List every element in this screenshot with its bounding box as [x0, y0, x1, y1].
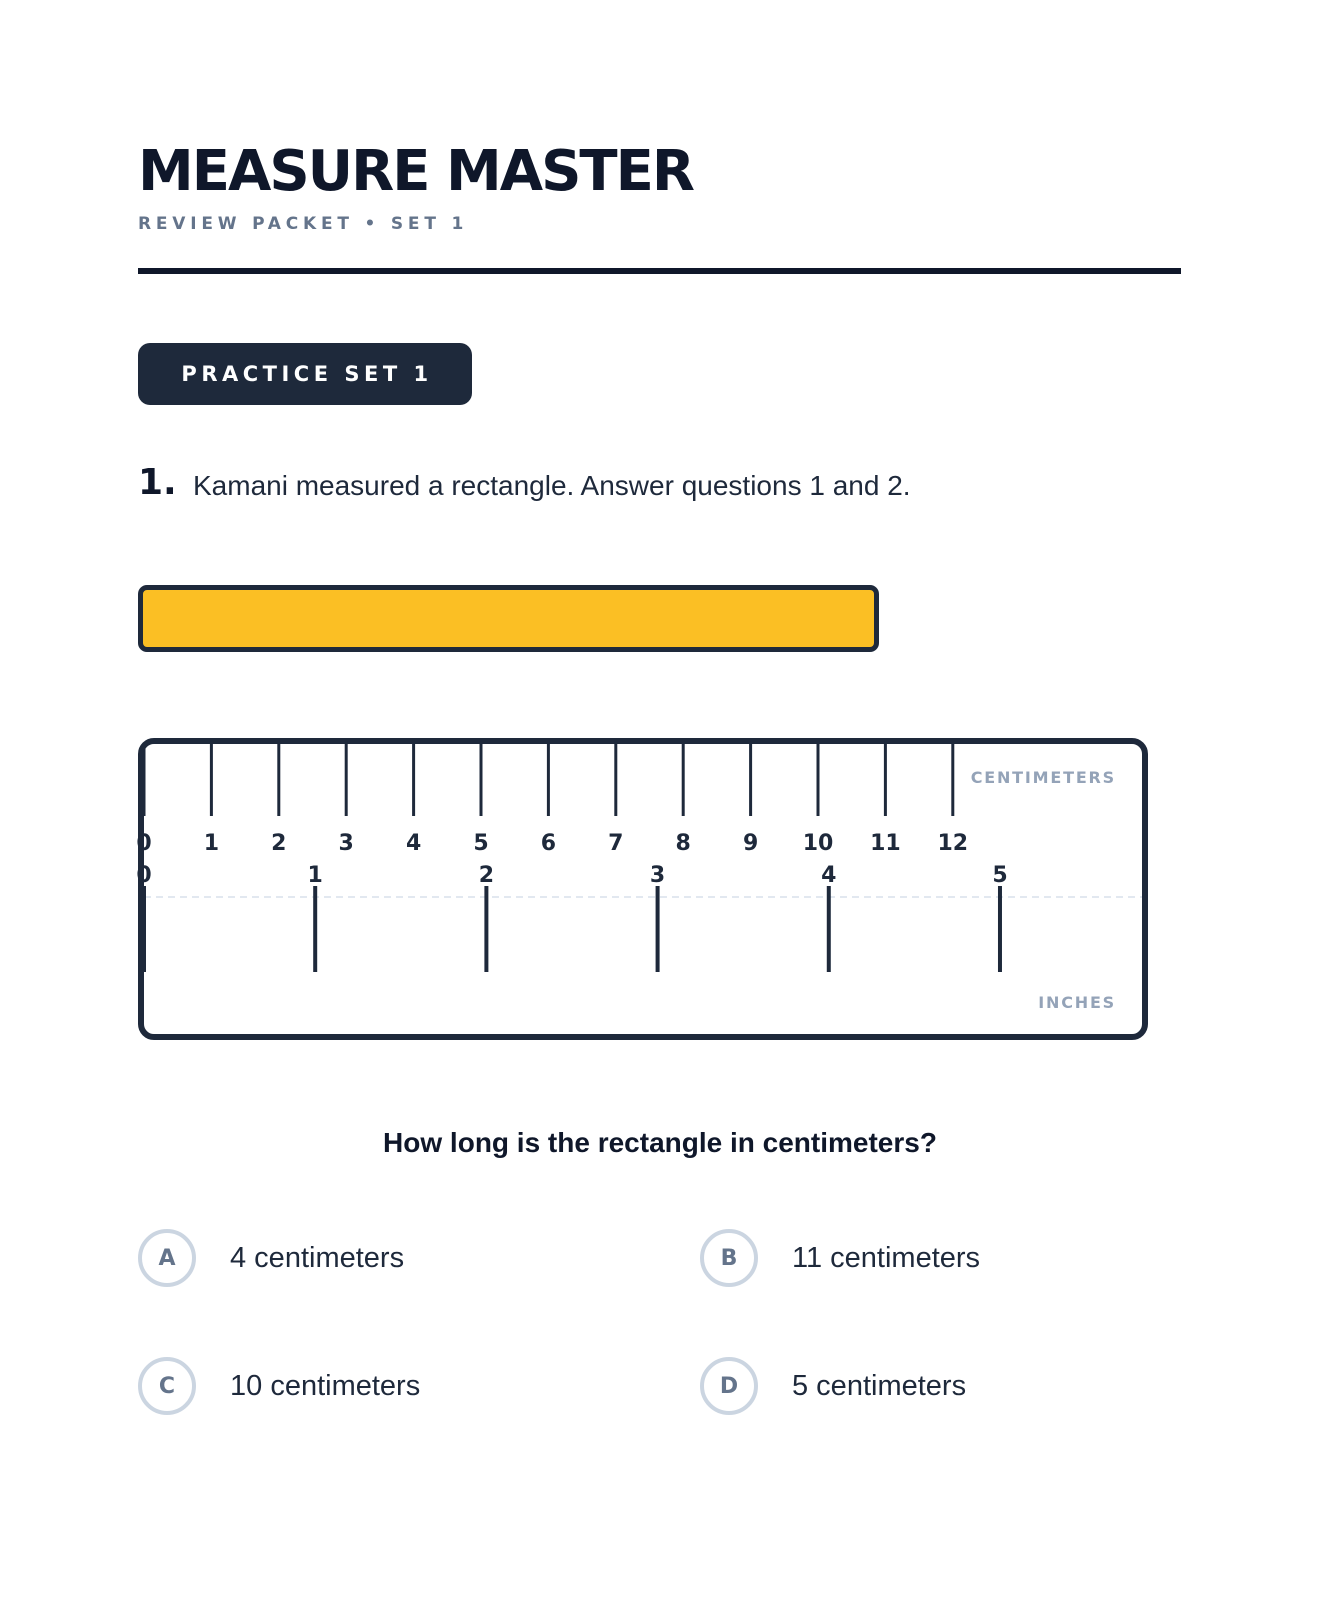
cm-tick-label-11: 11	[870, 831, 901, 856]
question-prompt: How long is the rectangle in centimeters?	[383, 1127, 937, 1158]
option-text-c[interactable]: 10 centimeters	[230, 1369, 421, 1402]
ruler-scale	[136, 744, 1142, 1034]
option-text-d[interactable]: 5 centimeters	[792, 1369, 967, 1402]
answer-option-d[interactable]	[700, 1354, 966, 1418]
answer-option-c[interactable]	[138, 1354, 420, 1418]
inches-label: INCHES	[1038, 993, 1116, 1012]
measured-rectangle	[138, 585, 879, 652]
question-text: Kamani measured a rectangle. Answer questions 1 and 2.	[193, 470, 911, 501]
option-letter-d[interactable]: D	[700, 1357, 758, 1415]
cm-tick-label-7: 7	[608, 831, 624, 856]
inch-tick-label-3: 3	[649, 863, 666, 888]
centimeters-label: CENTIMETERS	[970, 768, 1116, 787]
cm-tick-label-12: 12	[937, 831, 969, 856]
inch-tick-label-4: 4	[821, 863, 837, 888]
answer-option-a[interactable]	[138, 1226, 404, 1290]
ruler	[138, 738, 1148, 1040]
cm-tick-label-3: 3	[338, 831, 354, 856]
inch-tick-label-0: 0	[136, 863, 152, 888]
header-divider	[138, 268, 1181, 274]
page-title: MEASURE MASTER	[138, 139, 693, 204]
cm-tick-label-5: 5	[473, 831, 489, 856]
page-subtitle: REVIEW PACKET • SET 1	[138, 214, 469, 234]
cm-tick-label-8: 8	[675, 831, 691, 856]
cm-tick-label-2: 2	[271, 831, 287, 856]
inch-tick-label-1: 1	[307, 863, 323, 888]
option-letter-c[interactable]: C	[138, 1357, 196, 1415]
option-text-a[interactable]: 4 centimeters	[230, 1241, 405, 1274]
section-badge: PRACTICE SET 1	[138, 343, 472, 405]
inch-tick-label-2: 2	[478, 863, 495, 888]
cm-tick-label-1: 1	[203, 831, 220, 856]
cm-tick-label-10: 10	[802, 831, 834, 856]
option-letter-a[interactable]: A	[138, 1229, 196, 1287]
cm-tick-label-0: 0	[136, 831, 152, 856]
answer-option-b[interactable]	[700, 1226, 980, 1290]
option-letter-b[interactable]: B	[700, 1229, 758, 1287]
cm-tick-label-4: 4	[405, 831, 422, 856]
option-text-b[interactable]: 11 centimeters	[792, 1241, 981, 1274]
inch-tick-label-5: 5	[992, 863, 1008, 888]
question-number: 1.	[138, 462, 177, 503]
cm-tick-label-9: 9	[742, 831, 759, 856]
cm-tick-label-6: 6	[540, 831, 557, 856]
